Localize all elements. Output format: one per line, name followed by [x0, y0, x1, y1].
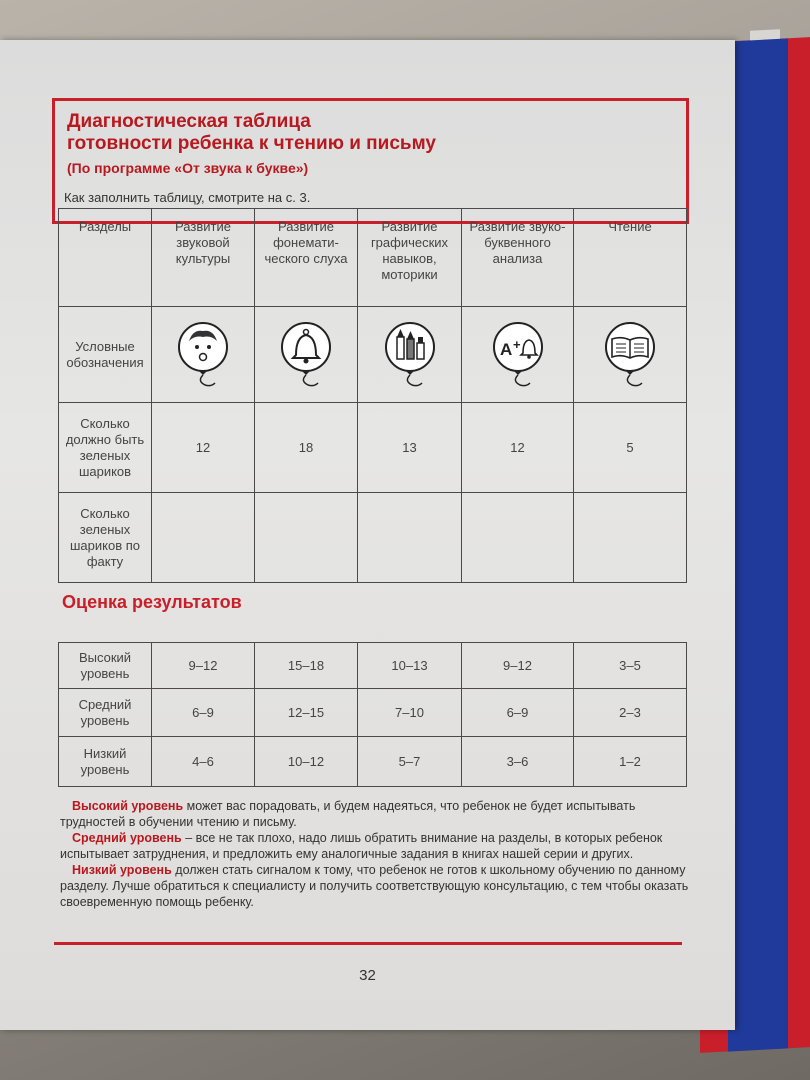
- range-value: 10–12: [255, 737, 358, 787]
- title-box: [52, 98, 689, 224]
- table-row: [59, 209, 687, 307]
- column-header: Развитие звуко-буквенного анализа: [462, 209, 574, 307]
- row-label-actual: Сколько зеленых шариков по факту: [59, 493, 152, 583]
- a-plus-bell-balloon-icon: [490, 319, 546, 391]
- range-value: 12–15: [255, 689, 358, 737]
- range-value: 1–2: [574, 737, 687, 787]
- actual-value-cell[interactable]: [462, 493, 574, 583]
- range-value: 3–5: [574, 643, 687, 689]
- symbol-cell: [574, 307, 687, 403]
- title-line-1: Диагностическая таблица: [67, 111, 311, 132]
- hint-text: Как заполнить таблицу, смотрите на с. 3.: [64, 190, 311, 205]
- low-level-paragraph: [60, 862, 690, 910]
- table-row: [59, 643, 687, 689]
- row-label-required: Сколько должно быть зеленых шариков: [59, 403, 152, 493]
- range-value: 9–12: [152, 643, 255, 689]
- low-level-label: Низкий уровень: [72, 863, 172, 877]
- table-row: [59, 689, 687, 737]
- level-label: Низкий уровень: [59, 737, 152, 787]
- range-value: 3–6: [462, 737, 574, 787]
- range-value: 10–13: [358, 643, 462, 689]
- required-value: 13: [358, 403, 462, 493]
- boy-face-balloon-icon: [175, 319, 231, 391]
- high-level-paragraph: [60, 798, 690, 830]
- actual-value-cell[interactable]: [358, 493, 462, 583]
- column-header: Развитие звуковой культуры: [152, 209, 255, 307]
- symbol-cell: [358, 307, 462, 403]
- low-level-text: должен стать сигналом к тому, что ребенок не готов к школьному обучению по данному разделу. Лучше обратиться к специалисту и получить соответствующую консультацию, с тем чтобы оказать своевременную помощь ребенку.: [60, 863, 689, 909]
- book-balloon-icon: [602, 319, 658, 391]
- column-header: Чтение: [574, 209, 687, 307]
- range-value: 9–12: [462, 643, 574, 689]
- table-row: [59, 403, 687, 493]
- range-value: 5–7: [358, 737, 462, 787]
- explanation-text: [60, 798, 690, 910]
- range-value: 2–3: [574, 689, 687, 737]
- title-line-2: готовности ребенка к чтению и письму: [67, 133, 436, 154]
- mid-level-text: – все не так плохо, надо лишь обратить внимание на разделы, в которых ребенок испытывает затруднения, и предложить ему аналогичные задания в книгах нашей серии и других.: [60, 831, 663, 861]
- range-value: 4–6: [152, 737, 255, 787]
- diagnostic-table: [58, 208, 687, 583]
- symbol-cell: [255, 307, 358, 403]
- mid-level-label: Средний уровень: [72, 831, 182, 845]
- range-value: 15–18: [255, 643, 358, 689]
- page-number: 32: [359, 967, 376, 984]
- svg-text:+: +: [512, 336, 521, 352]
- range-value: 6–9: [462, 689, 574, 737]
- table-row: [59, 307, 687, 403]
- level-label: Высокий уровень: [59, 643, 152, 689]
- mid-level-paragraph: [60, 830, 690, 862]
- footer-rule: [54, 942, 682, 945]
- results-title: Оценка результатов: [62, 592, 242, 612]
- results-table: [58, 642, 687, 787]
- table-row: [59, 493, 687, 583]
- bell-balloon-icon: [278, 319, 334, 391]
- symbol-cell: [462, 307, 574, 403]
- column-header: Развитие графических навыков, моторики: [358, 209, 462, 307]
- actual-value-cell[interactable]: [152, 493, 255, 583]
- book-page: [0, 40, 735, 1030]
- symbol-cell: [152, 307, 255, 403]
- actual-value-cell[interactable]: [574, 493, 687, 583]
- title-subtitle: (По программе «От звука к букве»): [67, 160, 309, 176]
- svg-text:A: A: [499, 339, 512, 359]
- required-value: 18: [255, 403, 358, 493]
- required-value: 12: [152, 403, 255, 493]
- book-cover-blue: [728, 38, 788, 1051]
- row-label-sections: Разделы: [59, 209, 152, 307]
- required-value: 12: [462, 403, 574, 493]
- table-row: [59, 737, 687, 787]
- range-value: 7–10: [358, 689, 462, 737]
- required-value: 5: [574, 403, 687, 493]
- row-label-symbols: Условные обозначения: [59, 307, 152, 403]
- level-label: Средний уровень: [59, 689, 152, 737]
- pencils-balloon-icon: [382, 319, 438, 391]
- actual-value-cell[interactable]: [255, 493, 358, 583]
- high-level-text: может вас порадовать, и будем надеяться, что ребенок не будет испытывать трудностей в обучении чтению и письму.: [60, 799, 636, 829]
- high-level-label: Высокий уровень: [72, 799, 184, 813]
- column-header: Развитие фонемати-ческого слуха: [255, 209, 358, 307]
- range-value: 6–9: [152, 689, 255, 737]
